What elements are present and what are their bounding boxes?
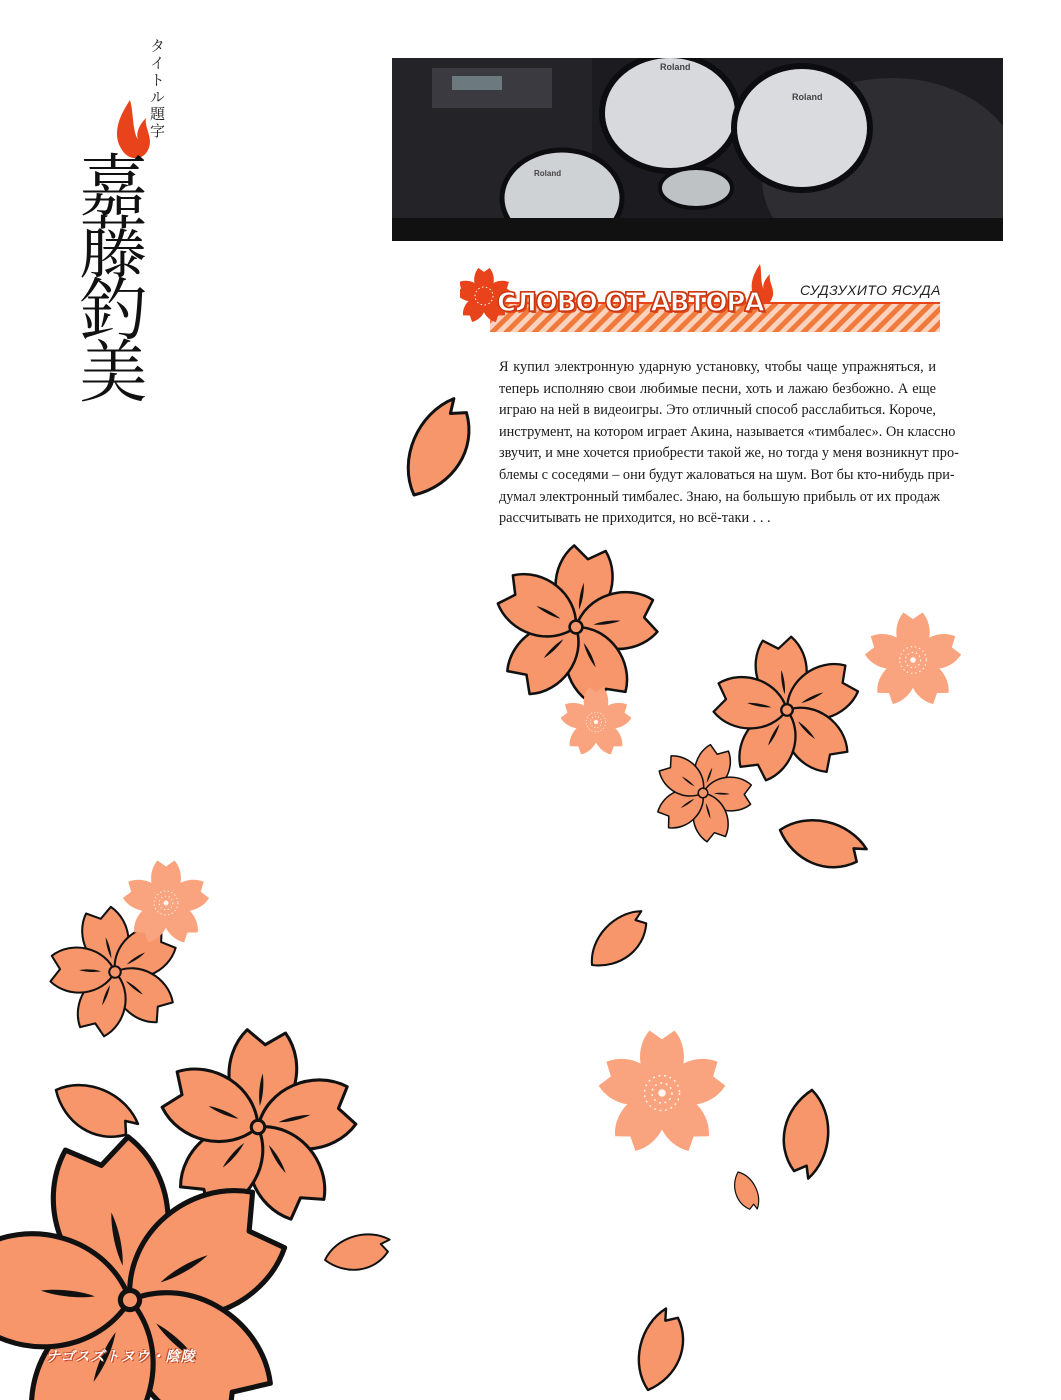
sakura-petal	[591, 904, 649, 973]
pad-brand-right: Roland	[792, 92, 823, 102]
pad-brand-left: Roland	[660, 62, 691, 72]
sakura-flower	[478, 533, 673, 721]
sakura-petal	[622, 1306, 697, 1391]
sakura-soft-flower	[559, 687, 633, 758]
text-line: блемы с соседями – они будут жаловаться на шум. Вот бы кто-нибудь при-	[499, 466, 955, 483]
sakura-soft-flower	[596, 1031, 728, 1157]
drum-kit-illustration	[392, 58, 1003, 241]
sakura-petal	[324, 1215, 395, 1287]
sakura-petal	[397, 397, 480, 496]
drum-kit-photo	[392, 58, 1003, 241]
author-name: СУДЗУХИТО ЯСУДА	[800, 282, 941, 298]
sakura-petal	[779, 803, 869, 883]
pad-brand-small: Roland	[534, 169, 562, 178]
sakura-petal	[725, 1171, 769, 1212]
text-line: играю на ней в видеоигры. Это отличный способ расслабиться. Короче,	[499, 402, 936, 419]
author-message-text	[499, 357, 959, 530]
text-line: рассчитывать не приходится, но всё-таки . . .	[499, 510, 771, 527]
text-line: думал электронный тимбалес. Знаю, на большую прибыль от их продаж	[499, 488, 940, 505]
text-line: звучит, и мне хочется приобрести такой же, но тогда у меня возникнут про-	[499, 445, 959, 462]
sakura-petal	[56, 1075, 140, 1145]
text-line: инструмент, на котором играет Акина, называется «тимбалес». Он классно	[499, 423, 956, 440]
sakura-flower	[148, 1022, 368, 1232]
heading-title: СЛОВО ОТ АВТОРА	[497, 288, 764, 318]
text-line: теперь исполняю свои любимые песни, хоть и лажаю безбожно. А еще	[499, 380, 936, 397]
footer-logo: ナゴスズトヌウ・陰陵	[46, 1349, 196, 1365]
sakura-petal	[763, 1089, 851, 1183]
title-credit: タイトル題字	[148, 38, 166, 140]
sakura-soft-flower	[863, 613, 964, 709]
calligraphy-signature: 嘉藤釣美	[68, 150, 147, 398]
text-line: Я купил электронную ударную установку, чтобы чаще упражняться, и	[499, 359, 936, 375]
